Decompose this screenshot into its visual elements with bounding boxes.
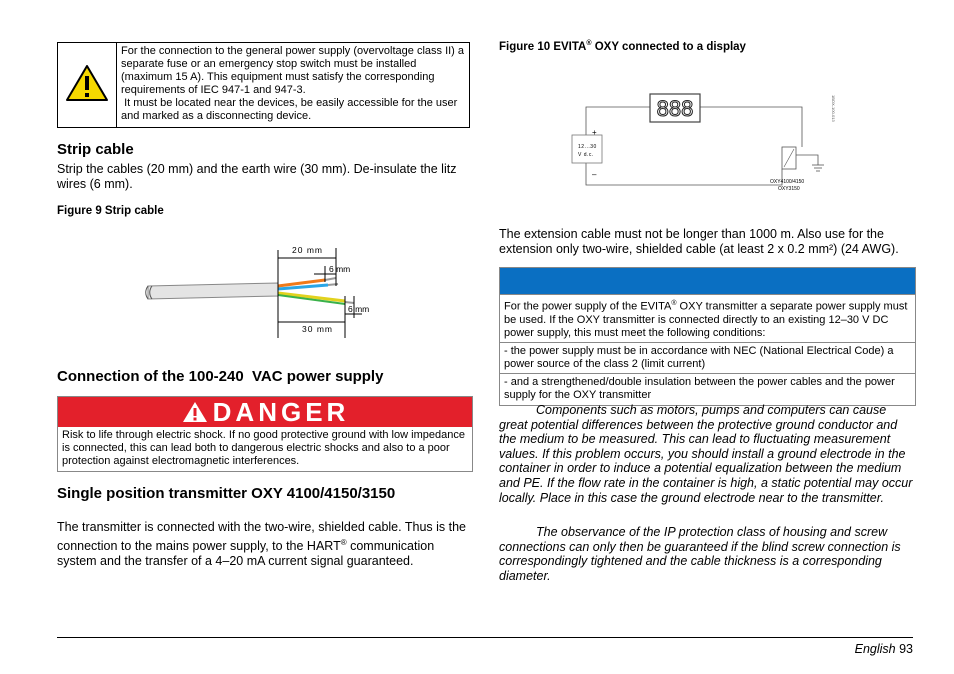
danger-header	[58, 397, 472, 427]
note-row-1	[500, 294, 915, 342]
single-text-a: The transmitter is connected with the two-wire, shielded cable. Thus is the connection to the mains power supply, to the HART	[57, 520, 466, 554]
note-box	[499, 267, 916, 406]
connection-heading: Connection of the 100-240 VAC power supply	[57, 368, 384, 385]
danger-box	[57, 396, 473, 472]
figure-9-caption: Figure 9 Strip cable	[57, 205, 164, 217]
warning-text-2: It must be located near the devices, be easily accessible for the user and marked as a disconnecting device.	[121, 97, 461, 122]
note-row1-a: For the power supply of the EVITA	[504, 300, 672, 313]
danger-title: DANGER	[212, 396, 350, 427]
single-text-b: communication system and the transfer of a 4–20 mA current signal guaranteed.	[57, 539, 435, 569]
page-number: 93	[899, 642, 913, 656]
fig10-reg: ®	[586, 40, 592, 47]
warning-text-1: For the connection to the general power supply (overvoltage class II) a separate fuse or an emergency stop switch must be installed (maximum 15 A). This equipment must satisfy the corresponding requirements of IEC 947-1 and 947-3.	[121, 45, 465, 96]
strip-cable-figure	[140, 238, 390, 348]
fig10-caption-a: Figure 10 EVITA	[499, 40, 587, 53]
footer-rule	[57, 637, 913, 638]
warning-table	[57, 42, 470, 128]
strip-cable-text: Strip the cables (20 mm) and the earth wire (30 mm). De-insulate the litz wires (6 mm).	[57, 162, 457, 191]
danger-warning-icon	[181, 400, 209, 424]
display-digits: 888	[656, 96, 694, 121]
strip-cable-heading: Strip cable	[57, 141, 134, 158]
dim-20mm-label: 20 mm	[292, 245, 323, 255]
registered-mark: ®	[340, 538, 347, 547]
device-label-2: OXY3150	[778, 186, 800, 192]
fig10-caption-b: OXY connected to a display	[591, 40, 746, 53]
italic-paragraph-1: Components such as motors, pumps and computers can cause great potential differences between the protective ground conductor and the medium to be measured. This can lead to fluctuating measurement values. If this problem occurs, you should install a ground electrode in the container in order to induce a potential equalization between the medium and PE. If the flow rate in the container is high, a static potential may occur locally. Place in this case the ground electrode near to the transmitter.	[499, 403, 913, 505]
warning-text-cell	[117, 43, 470, 128]
figure-10-caption	[499, 40, 746, 53]
extension-text: The extension cable must not be longer than 1000 m. Also use for the extension only two-wire, shielded cable (at least 2 x 0.2 mm²) (24 AWG).	[499, 227, 899, 256]
note-row-3: - and a strengthened/double insulation between the power cables and the power supply for the OXY transmitter	[500, 373, 915, 405]
oxy-display-figure	[560, 85, 845, 210]
single-transmitter-text	[57, 520, 472, 569]
supply-label-1: 12...30	[578, 144, 597, 150]
device-label-1: OXY4100/4150	[770, 179, 805, 185]
note-header	[500, 268, 915, 294]
supply-label-2: V d.c.	[578, 152, 594, 158]
footer-language: English	[854, 642, 896, 656]
supply-minus: –	[592, 170, 597, 179]
note-reg: ®	[671, 300, 677, 307]
dim-6mm-label-a: 6 mm	[329, 264, 351, 274]
dim-30mm-label: 30 mm	[302, 324, 333, 334]
warning-icon-cell	[58, 43, 117, 128]
note-row1-b: OXY transmitter a separate power supply must be used. If the OXY transmitter is connected directly to an existing 12–30 V DC power supply, this must meet the following conditions:	[504, 300, 908, 339]
supply-plus: +	[592, 128, 597, 137]
italic-paragraph-2: The observance of the IP protection class of housing and screw connections can only then be guaranteed if the blind screw connection is correspondingly tightened and the cable thickness is a corresponding diameter.	[499, 525, 901, 583]
footer	[855, 642, 913, 656]
single-transmitter-heading: Single position transmitter OXY 4100/4150/3150	[57, 485, 396, 502]
note-row-2: - the power supply must be in accordance with NEC (National Electrical Code) a power source of the class 2 (limit current)	[500, 342, 915, 373]
danger-text: Risk to life through electric shock. If no good protective ground with low impedance is connected, this can lead both to dangerous electric shocks and also to a poor protection against electromagnetic interferences.	[62, 429, 465, 467]
dim-6mm-label-b: 6 mm	[348, 304, 370, 314]
figure-code: 1BOX-100-013	[831, 95, 836, 122]
warning-icon	[64, 63, 110, 103]
